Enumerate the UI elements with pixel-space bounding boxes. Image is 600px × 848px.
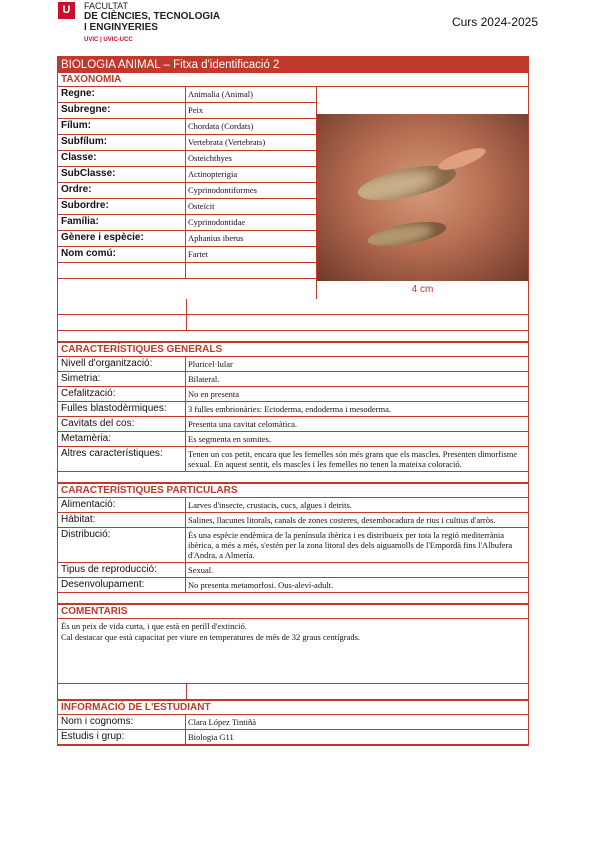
university-logo: U bbox=[58, 2, 75, 19]
comment-line: Cal destacar que està capacitat per viure en temperatures de més de 32 graus centígrads. bbox=[61, 632, 361, 642]
general-rows bbox=[58, 357, 528, 472]
field-value: Osteichthyes bbox=[188, 153, 232, 163]
blank-row bbox=[58, 263, 316, 279]
field-label: Cavitats del cos: bbox=[58, 417, 186, 431]
field-value: Sexual. bbox=[188, 565, 214, 575]
field-value: Aphanius iberus bbox=[188, 233, 244, 243]
field-label: Tipus de reproducció: bbox=[58, 563, 186, 577]
course-year: Curs 2024-2025 bbox=[451, 15, 538, 29]
field-label: Fílum: bbox=[58, 119, 186, 134]
field-row bbox=[58, 498, 528, 513]
field-row bbox=[58, 247, 316, 263]
field-label: Distribució: bbox=[58, 528, 186, 562]
general-heading: CARACTERÍSTIQUES GENERALS bbox=[58, 342, 528, 357]
field-value: Peix bbox=[188, 105, 204, 115]
field-value: Fartet bbox=[188, 249, 208, 259]
field-label: Estudis i grup: bbox=[58, 730, 186, 744]
field-value: Es segmenta en somites. bbox=[188, 434, 272, 444]
field-value: Animalia (Animal) bbox=[188, 89, 253, 99]
comments-text bbox=[58, 619, 528, 684]
field-row bbox=[58, 357, 528, 372]
field-label: Fulles blastodèrmiques: bbox=[58, 402, 186, 416]
field-row bbox=[58, 103, 316, 119]
blank-row bbox=[58, 299, 528, 315]
field-value: Salines, llacunes litorals, canals de zones costeres, desembocadura de rius i cultius d'arròs. bbox=[188, 515, 496, 525]
field-row bbox=[58, 417, 528, 432]
photo-scale-caption: 4 cm bbox=[411, 284, 434, 295]
faculty-name bbox=[84, 11, 284, 33]
taxonomy-section bbox=[58, 87, 528, 299]
field-value: Osteïcit bbox=[188, 201, 215, 211]
field-label: Nivell d'organització: bbox=[58, 357, 186, 371]
faculty-name-line: I ENGINYERIES bbox=[84, 22, 158, 33]
comment-line: És un peix de vida curta, i que està en perill d'extinció. bbox=[61, 621, 247, 631]
field-label: Desenvolupament: bbox=[58, 578, 186, 592]
field-label: Subregne: bbox=[58, 103, 186, 118]
taxonomy-heading: TAXONOMIA bbox=[58, 73, 528, 87]
faculty-label: FACULTAT bbox=[84, 1, 129, 11]
field-row bbox=[58, 135, 316, 151]
field-label: Subfílum: bbox=[58, 135, 186, 150]
blank-row bbox=[58, 315, 528, 331]
field-label: Regne: bbox=[58, 87, 186, 102]
field-row bbox=[58, 432, 528, 447]
field-value: Vertebrata (Vertebrats) bbox=[188, 137, 266, 147]
field-value: No presenta metamorfosi. Ous-aleví-adult. bbox=[188, 580, 334, 590]
spacer bbox=[58, 331, 528, 342]
field-row bbox=[58, 151, 316, 167]
field-label: Ordre: bbox=[58, 183, 186, 198]
field-label: Gènere i espècie: bbox=[58, 231, 186, 246]
header bbox=[58, 0, 538, 48]
field-label: Família: bbox=[58, 215, 186, 230]
field-row bbox=[58, 402, 528, 417]
student-heading: INFORMACIÓ DE L'ESTUDIANT bbox=[58, 700, 528, 715]
field-label: Nom comú: bbox=[58, 247, 186, 262]
identification-sheet bbox=[57, 56, 529, 746]
field-value: Pluricel·lular bbox=[188, 359, 233, 369]
field-value: Chordata (Cordats) bbox=[188, 121, 254, 131]
field-row bbox=[58, 528, 528, 563]
field-value: Cyprinodontidae bbox=[188, 217, 246, 227]
field-value: Larves d'insecte, crustacis, cucs, algues i detrits. bbox=[188, 500, 352, 510]
field-label: Metamèria: bbox=[58, 432, 186, 446]
field-row bbox=[58, 563, 528, 578]
field-value: No en presenta bbox=[188, 389, 239, 399]
field-value: Presenta una cavitat celomàtica. bbox=[188, 419, 298, 429]
field-label: Cefalització: bbox=[58, 387, 186, 401]
comments-heading: COMENTARIS bbox=[58, 604, 528, 619]
field-value bbox=[186, 263, 316, 278]
fish-tail bbox=[436, 144, 488, 174]
taxonomy-rows bbox=[58, 87, 317, 299]
faculty-name-line: DE CIÈNCIES, TECNOLOGIA bbox=[84, 11, 221, 22]
field-label: Alimentació: bbox=[58, 498, 186, 512]
student-rows bbox=[58, 715, 528, 745]
field-row bbox=[58, 513, 528, 528]
field-label: Simetria: bbox=[58, 372, 186, 386]
faculty-subtitle: UVIC | UVIC-UCC bbox=[84, 37, 133, 43]
field-value: És una espècie endèmica de la península ibèrica i es distribueix per tota la regió mediterrània ibèrica, a més a més, s'estén per la zona litoral des dels aiguamolls de l'Empordà fins l'Albufera d'Andra, a Almería. bbox=[188, 530, 513, 560]
field-value: Cyprinodontiformes bbox=[188, 185, 257, 195]
field-row bbox=[58, 730, 528, 745]
photo-panel bbox=[317, 87, 528, 299]
field-row bbox=[58, 372, 528, 387]
field-row bbox=[58, 199, 316, 215]
spacer bbox=[58, 472, 528, 483]
fish-female bbox=[366, 217, 448, 251]
field-value: Actinopterigia bbox=[188, 169, 238, 179]
field-row bbox=[58, 215, 316, 231]
particular-rows bbox=[58, 498, 528, 593]
field-value: Biologia G11 bbox=[188, 732, 234, 742]
field-row bbox=[58, 87, 316, 103]
field-label bbox=[58, 263, 186, 278]
field-label: SubClasse: bbox=[58, 167, 186, 182]
field-label: Classe: bbox=[58, 151, 186, 166]
field-row bbox=[58, 715, 528, 730]
fish-photo bbox=[317, 114, 528, 281]
field-label: Hàbitat: bbox=[58, 513, 186, 527]
field-row bbox=[58, 231, 316, 247]
field-row bbox=[58, 167, 316, 183]
field-row bbox=[58, 119, 316, 135]
field-label: Nom i cognoms: bbox=[58, 715, 186, 729]
field-label: Subordre: bbox=[58, 199, 186, 214]
field-label: Altres característiques: bbox=[58, 447, 186, 471]
blank-row bbox=[58, 684, 528, 700]
field-value: 3 fulles embrionàries: Ectoderma, endoderma i mesoderma. bbox=[188, 404, 391, 414]
sheet-title: BIOLOGIA ANIMAL – Fitxa d'identificació 2 bbox=[58, 57, 528, 73]
field-value: Tenen un cos petit, encara que les femelles són més grans que els mascles. Presenten dimorfisme sexual. En aquest sentit, els mascles i les femelles no tenen la mateixa coloració. bbox=[188, 449, 518, 469]
field-value: Clara López Tintiñà bbox=[188, 717, 256, 727]
field-row bbox=[58, 387, 528, 402]
field-value: Bilateral. bbox=[188, 374, 220, 384]
field-row bbox=[58, 447, 528, 472]
spacer bbox=[58, 593, 528, 604]
field-row bbox=[58, 578, 528, 593]
field-row bbox=[58, 183, 316, 199]
particular-heading: CARACTERÍSTIQUES PARTICULARS bbox=[58, 483, 528, 498]
